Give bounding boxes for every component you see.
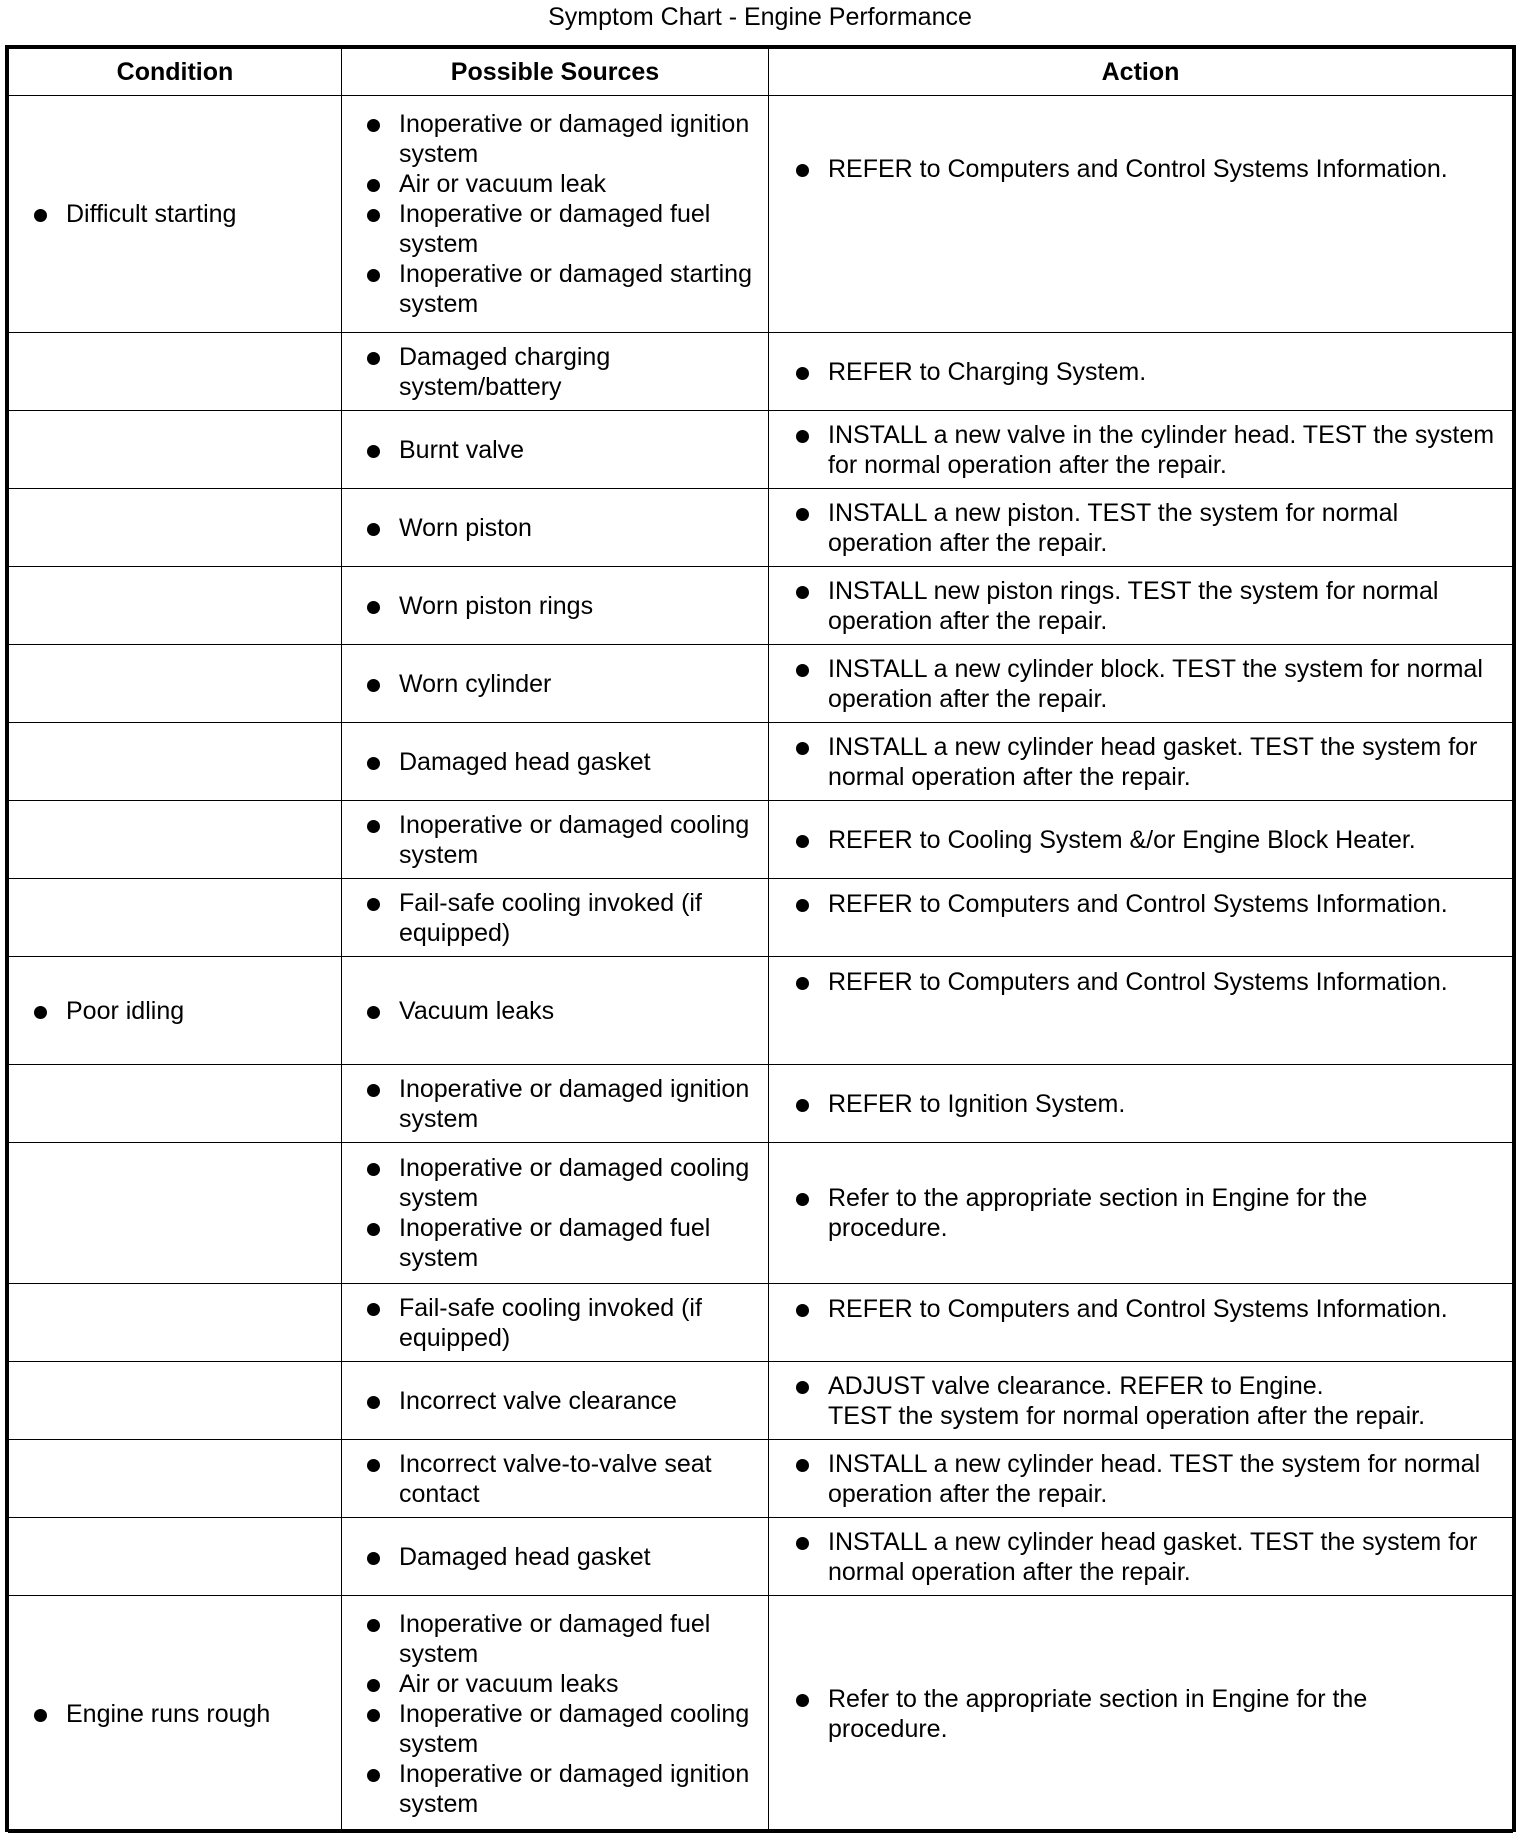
source-item: Inoperative or damaged fuel system — [364, 199, 760, 259]
sources-cell — [342, 567, 769, 645]
sources-cell — [342, 333, 769, 411]
condition-cell — [9, 96, 342, 333]
source-item: Fail-safe cooling invoked (if equipped) — [364, 1293, 760, 1353]
source-item: Damaged head gasket — [364, 747, 760, 777]
sources-cell — [342, 1518, 769, 1596]
table-row — [9, 723, 1513, 801]
condition-text: Poor idling — [31, 996, 341, 1026]
source-item: Burnt valve — [364, 435, 760, 465]
action-cell — [769, 96, 1513, 333]
table-row — [9, 1284, 1513, 1362]
condition-text: Difficult starting — [31, 199, 341, 229]
sources-cell — [342, 957, 769, 1065]
action-cell — [769, 1440, 1513, 1518]
action-line-2: TEST the system for normal operation after the repair. — [828, 1401, 1426, 1430]
table-row — [9, 957, 1513, 1065]
symptom-table — [8, 48, 1513, 1833]
sources-cell — [342, 645, 769, 723]
table-row — [9, 645, 1513, 723]
action-cell — [769, 723, 1513, 801]
condition-cell — [9, 723, 342, 801]
action-text: REFER to Computers and Control Systems Information. — [793, 889, 1504, 919]
action-text: INSTALL a new valve in the cylinder head. TEST the system for normal operation after the repair. — [793, 420, 1504, 480]
symptom-table-frame — [5, 45, 1516, 1832]
action-cell — [769, 1362, 1513, 1440]
action-cell — [769, 1284, 1513, 1362]
action-text: REFER to Computers and Control Systems Information. — [793, 1294, 1504, 1324]
source-item: Inoperative or damaged ignition system — [364, 109, 760, 169]
condition-cell — [9, 1518, 342, 1596]
table-row — [9, 1143, 1513, 1284]
condition-cell — [9, 1065, 342, 1143]
header-row — [9, 49, 1513, 96]
condition-cell — [9, 1596, 342, 1833]
sources-cell — [342, 1284, 769, 1362]
table-row — [9, 879, 1513, 957]
source-item: Inoperative or damaged cooling system — [364, 1153, 760, 1213]
source-item: Vacuum leaks — [364, 996, 760, 1026]
action-cell — [769, 1065, 1513, 1143]
action-text: REFER to Cooling System &/or Engine Block Heater. — [793, 825, 1504, 855]
condition-text: Engine runs rough — [31, 1699, 341, 1729]
action-text: REFER to Ignition System. — [793, 1089, 1504, 1119]
action-text: INSTALL a new cylinder block. TEST the system for normal operation after the repair. — [793, 654, 1504, 714]
table-row — [9, 1596, 1513, 1833]
action-text: INSTALL a new cylinder head gasket. TEST the system for normal operation after the repair. — [793, 732, 1504, 792]
action-text: INSTALL a new piston. TEST the system for normal operation after the repair. — [793, 498, 1504, 558]
table-row — [9, 489, 1513, 567]
source-item: Inoperative or damaged cooling system — [364, 1699, 760, 1759]
source-item: Inoperative or damaged fuel system — [364, 1213, 760, 1273]
condition-cell — [9, 411, 342, 489]
sources-cell — [342, 723, 769, 801]
source-item: Fail-safe cooling invoked (if equipped) — [364, 888, 760, 948]
source-item: Worn cylinder — [364, 669, 760, 699]
action-cell — [769, 957, 1513, 1065]
header-action: Action — [769, 49, 1513, 96]
condition-cell — [9, 1362, 342, 1440]
source-item: Air or vacuum leak — [364, 169, 760, 199]
table-row — [9, 801, 1513, 879]
action-text: INSTALL a new cylinder head. TEST the system for normal operation after the repair. — [793, 1449, 1504, 1509]
condition-cell — [9, 957, 342, 1065]
action-text: REFER to Computers and Control Systems Information. — [793, 967, 1504, 997]
sources-cell — [342, 411, 769, 489]
source-item: Inoperative or damaged fuel system — [364, 1609, 760, 1669]
sources-cell — [342, 879, 769, 957]
action-cell — [769, 645, 1513, 723]
header-condition: Condition — [9, 49, 342, 96]
condition-cell — [9, 645, 342, 723]
action-text: Refer to the appropriate section in Engine for the procedure. — [793, 1684, 1504, 1744]
table-row — [9, 411, 1513, 489]
action-cell — [769, 1143, 1513, 1284]
action-cell — [769, 567, 1513, 645]
source-item: Air or vacuum leaks — [364, 1669, 760, 1699]
sources-cell — [342, 1440, 769, 1518]
table-row — [9, 96, 1513, 333]
condition-cell — [9, 567, 342, 645]
chart-title: Symptom Chart - Engine Performance — [548, 3, 972, 31]
source-item: Incorrect valve-to-valve seat contact — [364, 1449, 760, 1509]
table-row — [9, 333, 1513, 411]
source-item: Damaged head gasket — [364, 1542, 760, 1572]
sources-cell — [342, 1596, 769, 1833]
action-cell — [769, 489, 1513, 567]
source-item: Damaged charging system/battery — [364, 342, 760, 402]
action-cell — [769, 801, 1513, 879]
condition-cell — [9, 801, 342, 879]
sources-cell — [342, 1362, 769, 1440]
action-line-1: ADJUST valve clearance. REFER to Engine. — [828, 1371, 1324, 1400]
action-cell — [769, 1518, 1513, 1596]
table-row — [9, 567, 1513, 645]
condition-cell — [9, 1440, 342, 1518]
sources-cell — [342, 96, 769, 333]
action-text: Refer to the appropriate section in Engine for the procedure. — [793, 1183, 1504, 1243]
sources-cell — [342, 489, 769, 567]
source-item: Inoperative or damaged cooling system — [364, 810, 760, 870]
table-row — [9, 1518, 1513, 1596]
action-cell — [769, 1596, 1513, 1833]
condition-cell — [9, 879, 342, 957]
condition-cell — [9, 1284, 342, 1362]
action-cell — [769, 333, 1513, 411]
sources-cell — [342, 801, 769, 879]
action-text: REFER to Computers and Control Systems Information. — [793, 154, 1504, 184]
action-text: REFER to Charging System. — [793, 357, 1504, 387]
condition-cell — [9, 1143, 342, 1284]
source-item: Inoperative or damaged starting system — [364, 259, 760, 319]
action-text: INSTALL new piston rings. TEST the system for normal operation after the repair. — [793, 576, 1504, 636]
action-text: INSTALL a new cylinder head gasket. TEST the system for normal operation after the repair. — [793, 1527, 1504, 1587]
source-item: Worn piston rings — [364, 591, 760, 621]
source-item: Incorrect valve clearance — [364, 1386, 760, 1416]
condition-cell — [9, 333, 342, 411]
table-row — [9, 1440, 1513, 1518]
source-item: Worn piston — [364, 513, 760, 543]
condition-cell — [9, 489, 342, 567]
source-item: Inoperative or damaged ignition system — [364, 1074, 760, 1134]
source-item: Inoperative or damaged ignition system — [364, 1759, 760, 1819]
sources-cell — [342, 1065, 769, 1143]
action-cell — [769, 411, 1513, 489]
action-cell — [769, 879, 1513, 957]
header-possible-sources: Possible Sources — [342, 49, 769, 96]
action-text — [793, 1371, 1504, 1431]
sources-cell — [342, 1143, 769, 1284]
table-row — [9, 1065, 1513, 1143]
table-row — [9, 1362, 1513, 1440]
